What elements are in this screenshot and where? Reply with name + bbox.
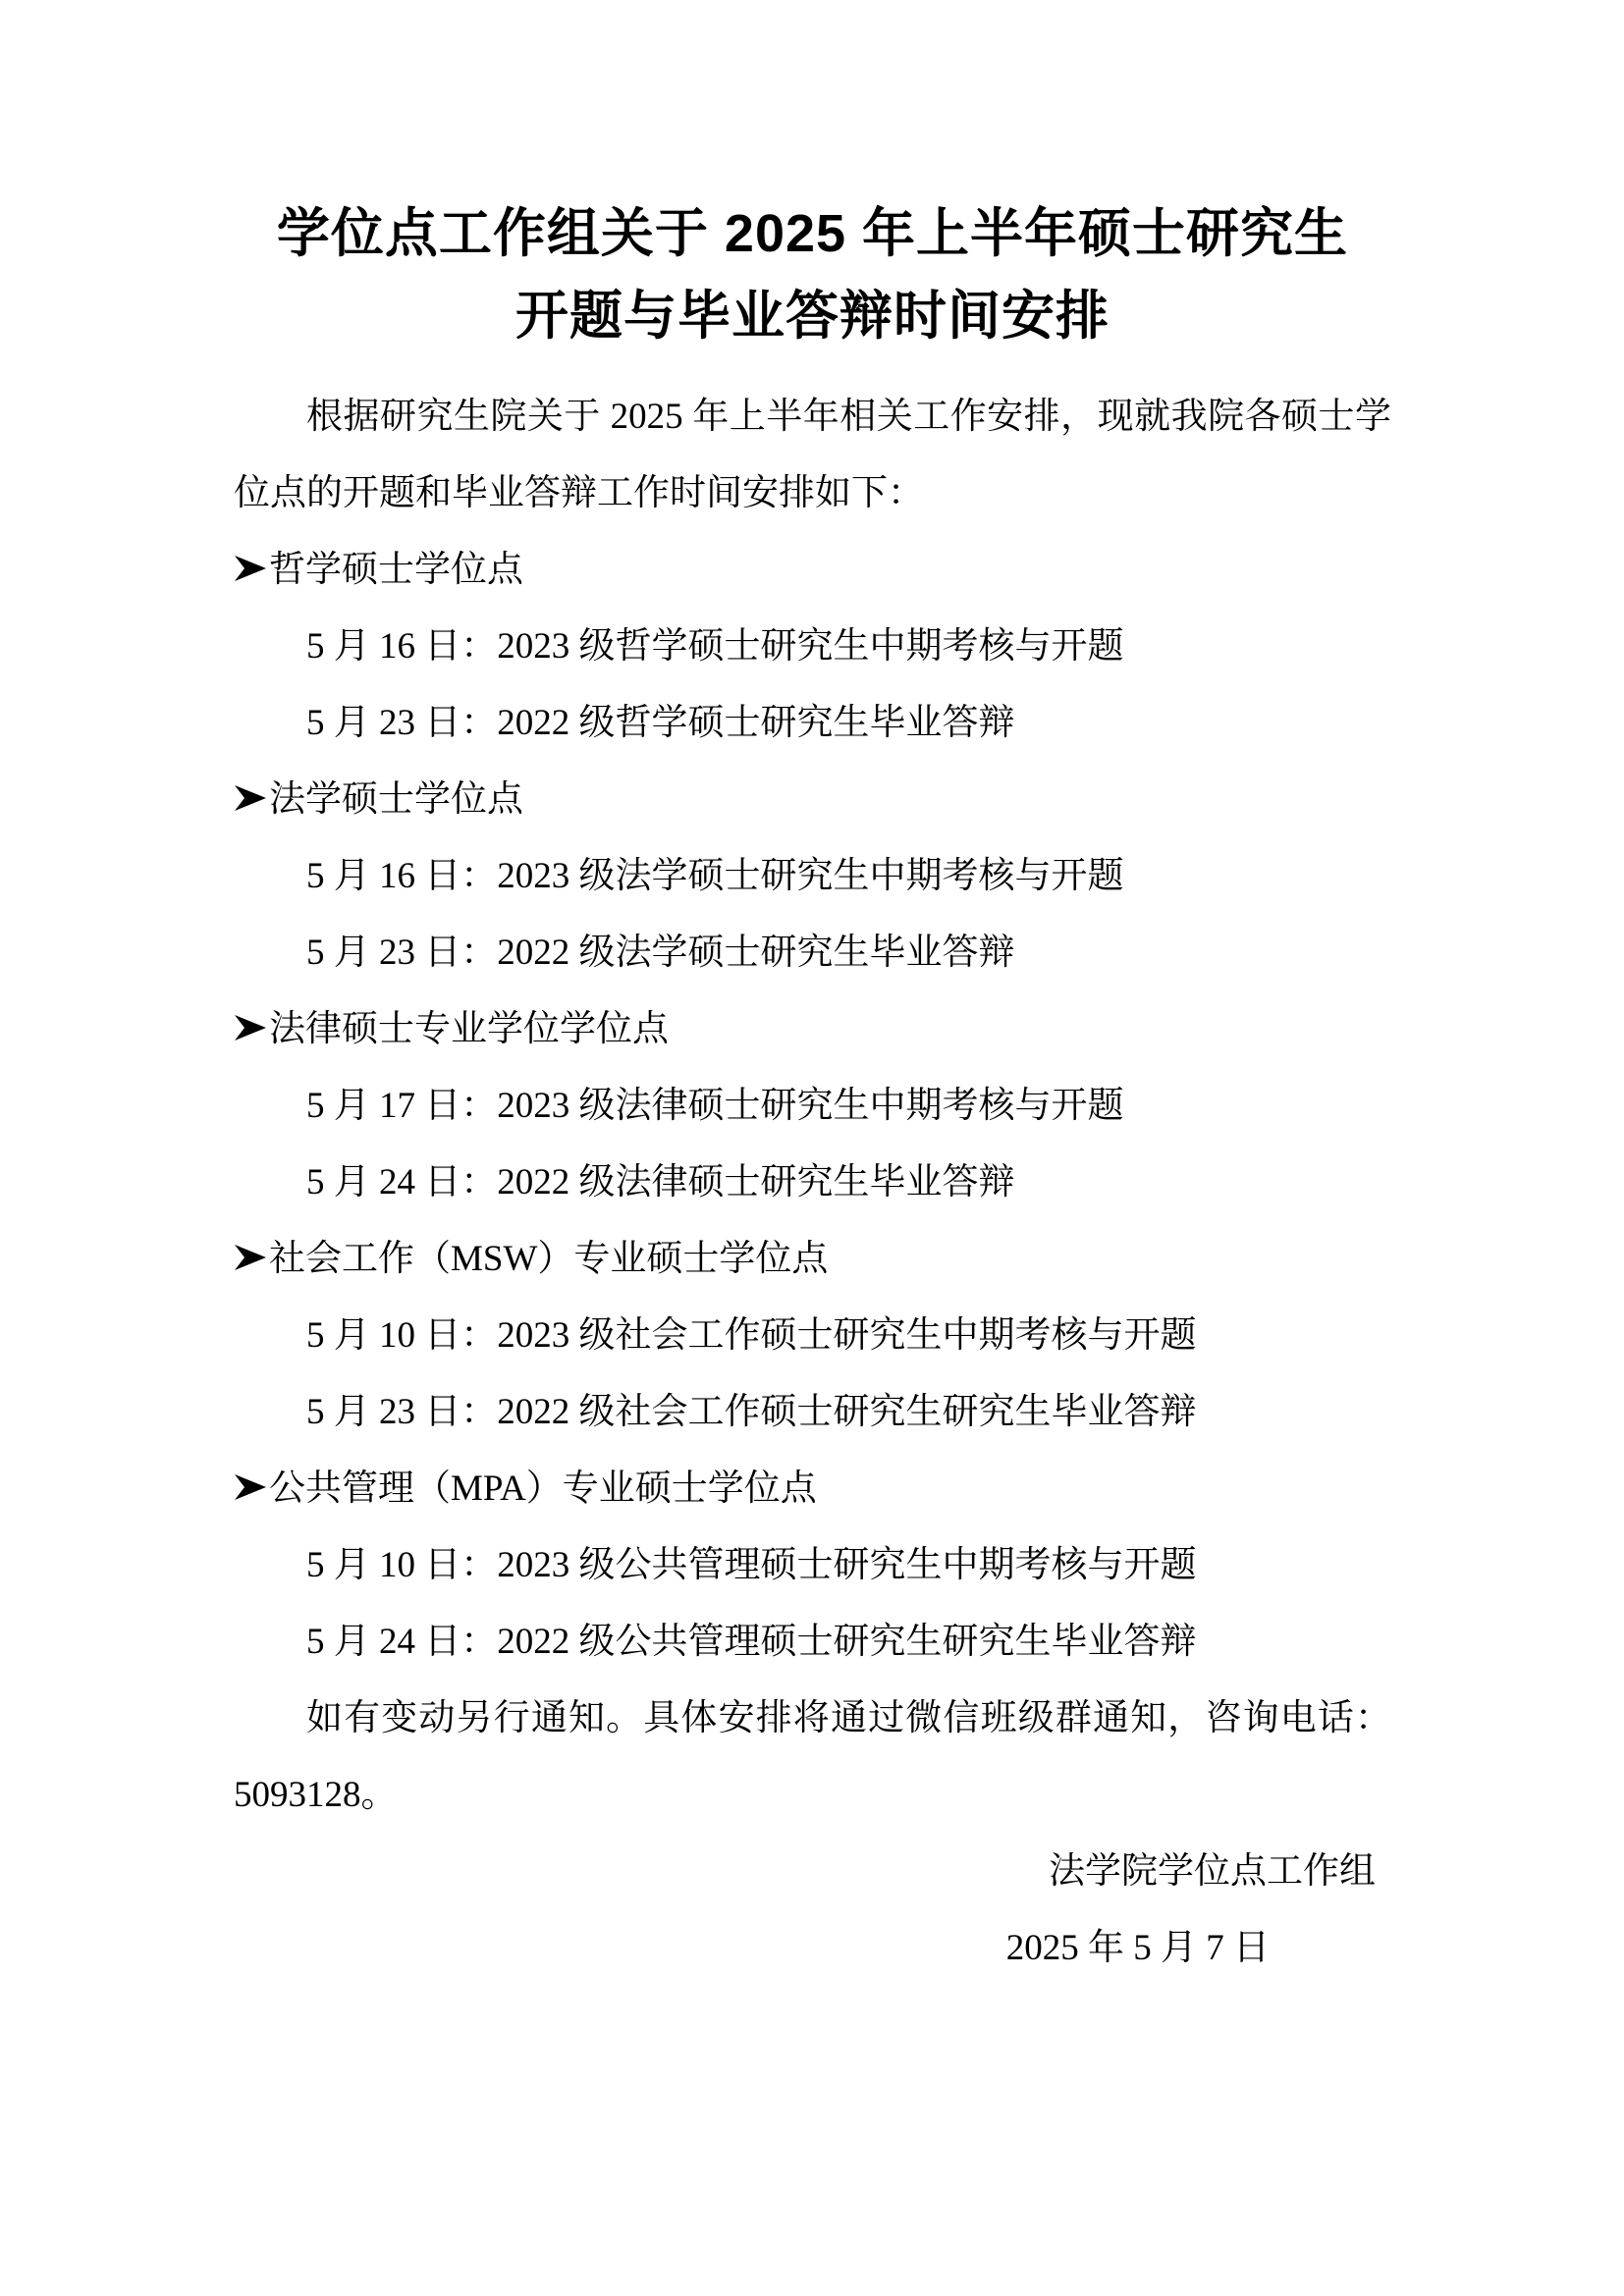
section-heading (234, 1451, 1391, 1527)
schedule-item: 5 月 24 日：2022 级法律硕士研究生毕业答辩 (306, 1162, 1015, 1202)
arrow-bullet-icon (234, 783, 267, 813)
section-mpa (234, 1451, 1391, 1681)
arrow-bullet-icon (234, 554, 267, 583)
signature-organization: 法学院学位点工作组 (1049, 1851, 1376, 1892)
document-body (234, 379, 1391, 1987)
signature-date: 2025 年 5 月 7 日 (1005, 1928, 1270, 1968)
title-line-1: 学位点工作组关于 2025 年上半年硕士研究生 (276, 204, 1349, 263)
closing-paragraph: 如有变动另行通知。具体安排将通过微信班级群通知，咨询电话：5093128。 (234, 1698, 1391, 1815)
schedule-item: 5 月 16 日：2023 级法学硕士研究生中期考核与开题 (306, 856, 1124, 896)
section-msw (234, 1221, 1391, 1451)
section-law (234, 762, 1391, 991)
schedule-item: 5 月 23 日：2022 级法学硕士研究生毕业答辩 (306, 933, 1015, 973)
document-title (234, 192, 1391, 357)
schedule-item: 5 月 23 日：2022 级哲学硕士研究生毕业答辩 (306, 703, 1015, 743)
schedule-item: 5 月 10 日：2023 级公共管理硕士研究生中期考核与开题 (306, 1545, 1197, 1585)
arrow-bullet-icon (234, 1472, 267, 1502)
intro-paragraph: 根据研究生院关于 2025 年上半年相关工作安排，现就我院各硕士学位点的开题和毕业答辩工作时间安排如下： (234, 397, 1391, 513)
section-heading (234, 762, 1391, 838)
section-heading (234, 991, 1391, 1068)
section-philosophy (234, 532, 1391, 762)
section-heading-text: 社会工作（MSW）专业硕士学位点 (269, 1239, 829, 1279)
section-heading (234, 1221, 1391, 1298)
arrow-bullet-icon (234, 1243, 267, 1272)
section-heading-text: 法律硕士专业学位学位点 (269, 1009, 669, 1049)
schedule-item: 5 月 23 日：2022 级社会工作硕士研究生研究生毕业答辩 (306, 1392, 1197, 1432)
section-heading (234, 532, 1391, 609)
schedule-item: 5 月 10 日：2023 级社会工作硕士研究生中期考核与开题 (306, 1315, 1197, 1356)
section-heading-text: 法学硕士学位点 (269, 779, 523, 820)
schedule-item: 5 月 24 日：2022 级公共管理硕士研究生研究生毕业答辩 (306, 1622, 1197, 1662)
section-heading-text: 公共管理（MPA）专业硕士学位点 (269, 1468, 817, 1509)
section-juris-master (234, 991, 1391, 1221)
schedule-item: 5 月 16 日：2023 级哲学硕士研究生中期考核与开题 (306, 626, 1124, 667)
section-heading-text: 哲学硕士学位点 (269, 550, 523, 590)
document-content (234, 192, 1391, 1987)
title-line-2: 开题与毕业答辩时间安排 (515, 287, 1110, 346)
schedule-item: 5 月 17 日：2023 级法律硕士研究生中期考核与开题 (306, 1086, 1124, 1126)
arrow-bullet-icon (234, 1013, 267, 1042)
